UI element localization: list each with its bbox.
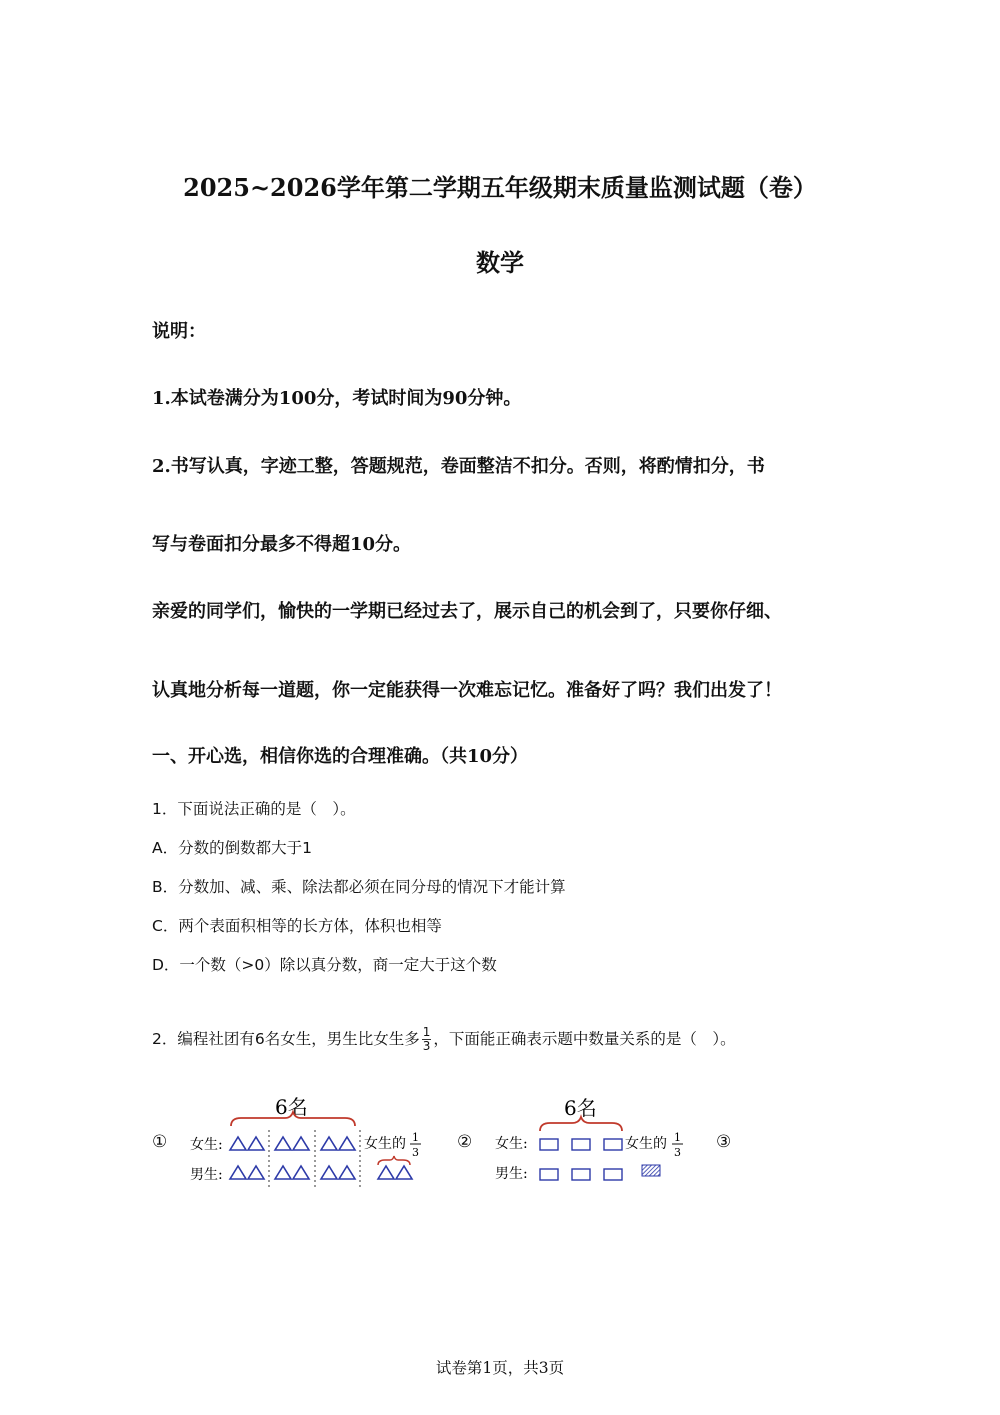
instructions-heading: 说明：: [152, 321, 206, 342]
girl-triangle: [248, 1137, 264, 1150]
diagram1-frac-den: 3: [412, 1146, 419, 1159]
diagram1-boys-label: 男生:: [190, 1167, 223, 1183]
q1-option-a: A．分数的倒数都大于1: [152, 839, 312, 857]
diagram1-girls-label: 女生:: [190, 1137, 223, 1153]
diagram-2: [492, 1095, 697, 1190]
exam-subject: 数学: [476, 248, 524, 277]
diagram1-total-label: 6名: [275, 1095, 308, 1119]
diagram2-girls-label: 女生:: [495, 1136, 528, 1152]
instruction-line-2b: 写与卷面扣分最多不得超10分。: [152, 534, 412, 555]
q2-frac-den: 3: [422, 1039, 431, 1053]
boy-triangle: [248, 1166, 264, 1179]
q2-stem-before: 2．编程社团有6名女生，男生比女生多: [152, 1030, 420, 1048]
diagram1-extra-label: 女生的: [364, 1136, 406, 1152]
section1-heading: 一、开心选，相信你选的合理准确。（共10分）: [152, 746, 529, 767]
exam-title: 2025~2026学年第二学期五年级期末质量监测试题（卷）: [183, 173, 817, 202]
q1-option-d: D．一个数（>0）除以真分数，商一定大于这个数: [152, 956, 497, 974]
diagram2-extra-label: 女生的: [625, 1136, 667, 1152]
boy-triangle: [321, 1166, 337, 1179]
instruction-line-2a: 2.书写认真，字迹工整，答题规范，卷面整洁不扣分。否则，将酌情扣分，书: [152, 456, 765, 477]
q2-stem: [152, 1026, 736, 1053]
choice-label-3: ③: [716, 1132, 732, 1152]
q2-stem-after: ，下面能正确表示题中数量关系的是（ ）。: [433, 1030, 736, 1048]
boy-square: [572, 1169, 590, 1180]
page-footer: 试卷第1页，共3页: [435, 1359, 565, 1377]
girl-square: [572, 1139, 590, 1150]
choice-label-1: ①: [152, 1132, 168, 1152]
girl-triangle: [275, 1137, 291, 1150]
girl-square: [604, 1139, 622, 1150]
diagram1-small-brace: [378, 1156, 410, 1165]
boy-triangle: [293, 1166, 309, 1179]
boy-triangle: [339, 1166, 355, 1179]
boy-square: [540, 1169, 558, 1180]
diagram-1: [185, 1092, 435, 1192]
diagram1-frac-num: 1: [412, 1131, 419, 1144]
q1-option-c: C．两个表面积相等的长方体，体积也相等: [152, 917, 442, 935]
diagram1-brace: [231, 1112, 355, 1126]
boy-triangle: [275, 1166, 291, 1179]
girl-triangle: [293, 1137, 309, 1150]
diagram2-boys-label: 男生:: [495, 1166, 528, 1182]
extra-boy-triangle: [396, 1166, 412, 1179]
choice-label-2: ②: [457, 1132, 473, 1152]
diagram2-brace: [540, 1117, 622, 1131]
boy-square: [604, 1169, 622, 1180]
extra-boy-triangle: [378, 1166, 394, 1179]
q2-fraction: [422, 1026, 432, 1053]
girl-square: [540, 1139, 558, 1150]
girl-triangle: [321, 1137, 337, 1150]
girl-triangle: [339, 1137, 355, 1150]
q2-frac-num: 1: [422, 1025, 431, 1039]
boy-triangle: [230, 1166, 246, 1179]
greeting-line-a: 亲爱的同学们，愉快的一学期已经过去了，展示自己的机会到了，只要你仔细、: [152, 601, 782, 622]
diagram2-hatched-square: [642, 1165, 660, 1176]
q1-stem: 1．下面说法正确的是（ ）。: [152, 800, 356, 818]
q1-option-b: B．分数加、减、乘、除法都必须在同分母的情况下才能计算: [152, 878, 566, 896]
diagram2-frac-den: 3: [674, 1146, 681, 1159]
diagram2-frac-num: 1: [674, 1131, 681, 1144]
diagram2-total-label: 6名: [564, 1096, 597, 1120]
greeting-line-b: 认真地分析每一道题，你一定能获得一次难忘记忆。准备好了吗？我们出发了！: [152, 680, 782, 701]
diagram2-squares: [540, 1139, 622, 1180]
instruction-line-1: 1.本试卷满分为100分，考试时间为90分钟。: [152, 388, 522, 409]
girl-triangle: [230, 1137, 246, 1150]
